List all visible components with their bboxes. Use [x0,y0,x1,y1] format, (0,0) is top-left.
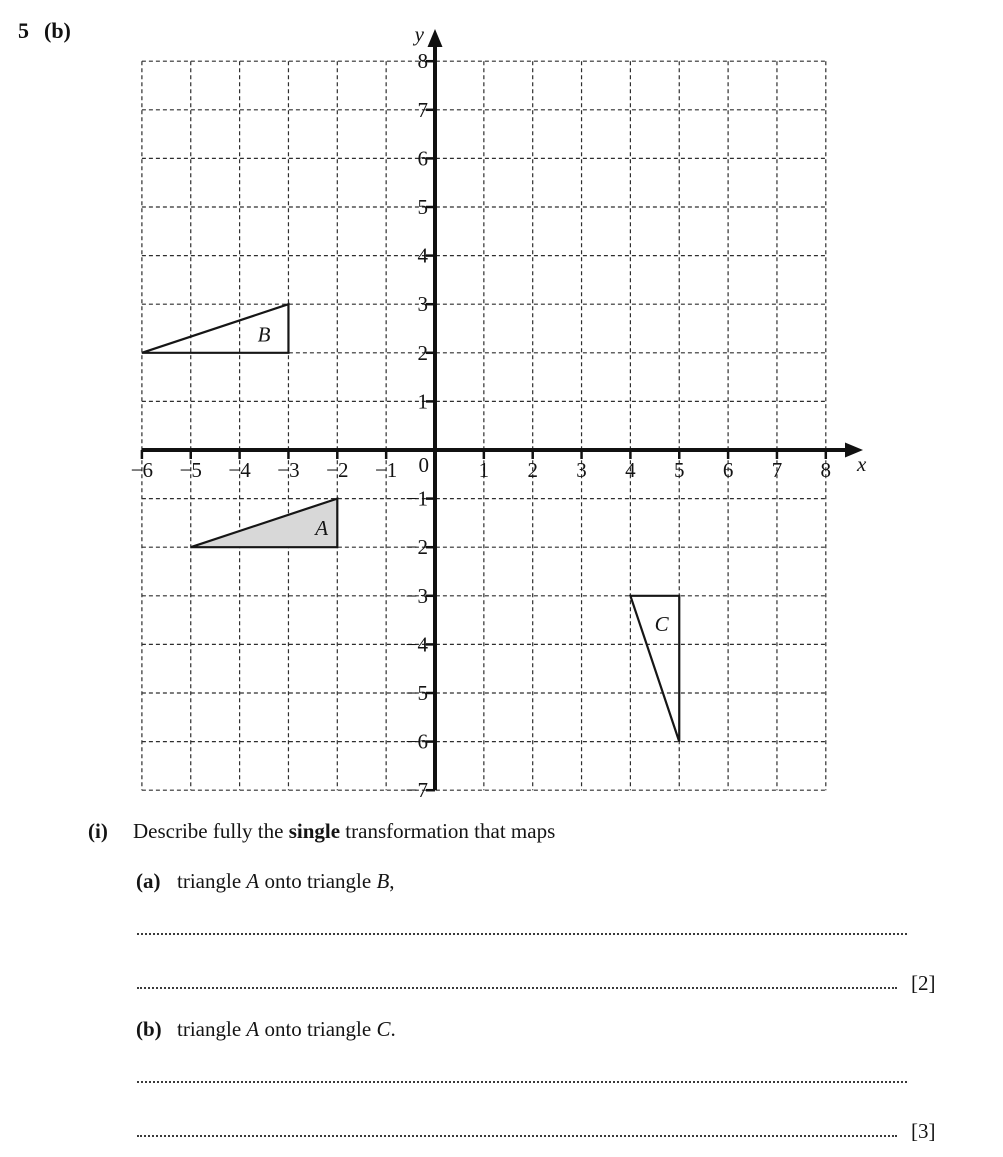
x-tick-label: 3 [576,458,587,482]
answer-line-b-2[interactable] [137,1122,897,1137]
y-tick-label: −4 [405,632,428,657]
x-tick-label: 4 [625,458,636,482]
question-part-label: (b) [44,18,71,43]
sub-a-text [177,869,395,893]
y-tick-label: 3 [417,292,428,317]
sub-b-italic-c: C [376,1017,391,1041]
y-tick-label: −3 [405,583,428,608]
y-axis-label: y [414,22,424,46]
answer-line-a-2[interactable] [137,974,897,989]
answer-row-a-2 [137,964,936,995]
x-tick-label: 2 [527,458,538,482]
sub-a-italic-a: A [246,869,260,893]
sub-a-seg2: onto triangle [259,869,377,893]
prompt-text-before: Describe fully the [133,819,289,843]
sub-b-seg2: onto triangle [259,1017,377,1041]
prompt-text-bold: single [288,819,341,843]
y-tick-label: 2 [417,340,428,365]
y-tick-label: 1 [417,389,428,414]
y-tick-label: −7 [405,778,428,803]
triangle-label-B: B [257,322,271,347]
y-tick-label: 6 [417,146,428,171]
sub-a-seg1: triangle [177,869,247,893]
prompt-label: (i) [88,819,108,843]
x-tick-label: −4 [228,458,251,482]
y-tick-label: −1 [405,486,428,511]
x-tick-label: −1 [374,458,398,482]
y-tick-label: 5 [417,195,428,219]
x-tick-label: −5 [179,458,202,482]
y-tick-label: 7 [417,97,428,122]
x-tick-label: −6 [130,458,154,482]
answer-row-b-2 [137,1112,936,1143]
y-tick-label: −6 [405,729,428,754]
y-tick-label: −2 [405,535,428,560]
prompt-text-after: transformation that maps [340,819,556,843]
y-tick-label: 4 [417,243,428,268]
sub-b-tail: . [390,1017,396,1041]
sub-b-text [177,1017,396,1041]
x-tick-label: −3 [277,458,300,482]
x-tick-label: 5 [674,458,685,482]
answer-line-b-1[interactable] [137,1068,907,1083]
marks-b: [3] [911,1119,936,1143]
x-tick-label: 7 [771,458,783,482]
sub-b-seg1: triangle [177,1017,247,1041]
y-tick-label: 8 [417,49,428,74]
x-tick-label: 1 [478,458,490,482]
x-tick-label: 8 [820,458,832,482]
x-tick-label: 6 [722,458,734,482]
sub-a-tail: , [389,869,395,893]
y-tick-label: −5 [405,681,428,705]
marks-a: [2] [911,971,936,995]
sub-b-label: (b) [136,1017,162,1041]
question-number: 5 [18,18,29,43]
triangle-label-A: A [315,515,329,540]
answer-line-a-1[interactable] [137,920,907,935]
sub-b-italic-a: A [246,1017,260,1041]
triangle-label-C: C [654,611,669,636]
x-axis-label: x [857,452,867,476]
sub-a-label: (a) [136,869,161,893]
x-tick-label: −2 [326,458,349,482]
sub-a-italic-b: B [376,869,390,893]
prompt-text [133,819,555,843]
y-axis-arrow [428,29,443,47]
origin-label: 0 [418,453,429,477]
